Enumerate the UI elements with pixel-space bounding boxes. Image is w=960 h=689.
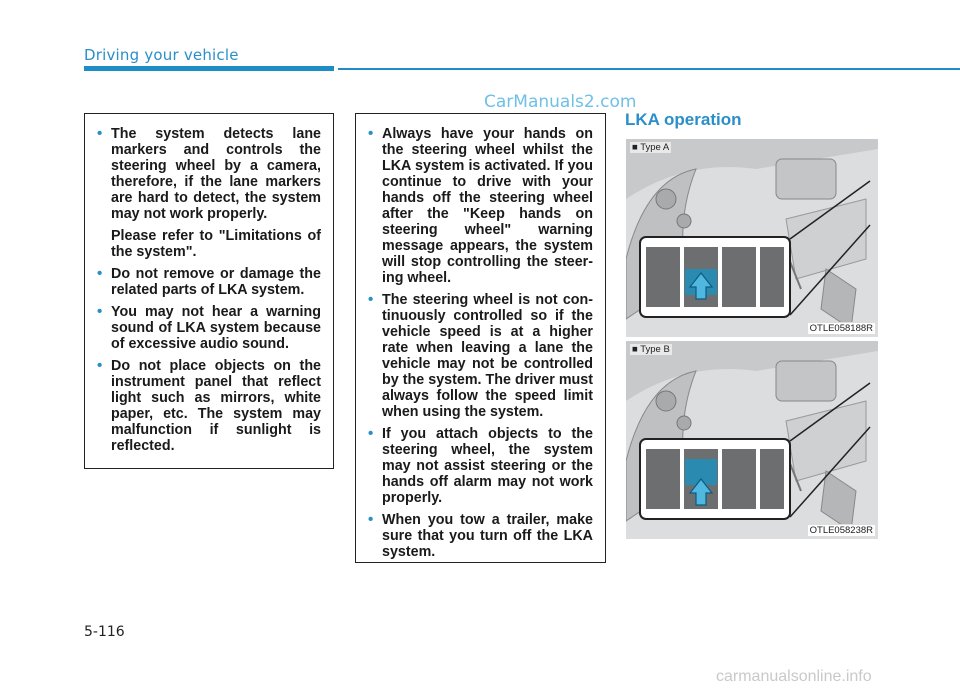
dashboard-illustration — [626, 139, 878, 337]
dashboard-illustration — [626, 341, 878, 539]
caution-list-right — [368, 126, 593, 560]
list-item — [97, 358, 321, 454]
list-item-text: • Do not remove or damage the related parts of LKA system. — [111, 266, 321, 298]
header-rule-thin — [338, 68, 960, 70]
watermark-bottom: carmanualsonline.info — [716, 668, 872, 685]
list-item-text: • Always have your hands on the steering wheel whilst the LKA system is activated. If you continue to drive with your hands off the steering wheel after the "Keep hands on steering wheel" warning message appears, the system will stop controlling the steer-ing wheel. — [382, 126, 593, 286]
lka-operation-title: LKA operation — [625, 110, 742, 129]
list-item — [368, 292, 593, 420]
header-rule-thick — [84, 66, 334, 71]
list-item-text: • You may not hear a warning sound of LKA system because of excessive audio sound. — [111, 304, 321, 352]
list-item-text: • The steering wheel is not con-tinuously controlled so if the vehicle speed is at a higher rate when leaving a lane the vehicle may not be controlled by the system. The driver must always follow the speed limit when using the system. — [382, 292, 593, 420]
list-item — [368, 512, 593, 560]
caution-box-left — [84, 113, 334, 469]
watermark-top: CarManuals2.com — [484, 92, 637, 112]
caution-box-right — [355, 113, 606, 563]
list-item — [97, 266, 321, 298]
list-item — [97, 126, 321, 260]
list-item-text: • Do not place objects on the instrument panel that reflect light such as mirrors, white paper, etc. The system may malfunction if sunlight is reflected. — [111, 358, 321, 454]
list-item-text: Please refer to "Limitations of the system". — [111, 228, 321, 260]
figure-code: OTLE058188R — [807, 322, 876, 335]
list-item-text: • If you attach objects to the steering wheel, the system may not assist steering or the hands off alarm may not work properly. — [382, 426, 593, 506]
type-label: ■ Type B — [632, 344, 670, 355]
list-item — [368, 426, 593, 506]
list-item — [97, 304, 321, 352]
figure-type-b — [626, 341, 878, 539]
list-item-text: • The system detects lane markers and controls the steering wheel by a camera, therefore, if the lane markers are hard to detect, the system may not work properly. — [111, 126, 321, 222]
type-label: ■ Type A — [632, 142, 670, 153]
section-title: Driving your vehicle — [84, 46, 239, 64]
figure-type-a — [626, 139, 878, 337]
figure-code: OTLE058238R — [807, 524, 876, 537]
caution-list-left — [97, 126, 321, 454]
list-item — [368, 126, 593, 286]
page-number: 5-116 — [84, 624, 125, 640]
list-item-text: • When you tow a trailer, make sure that you turn off the LKA system. — [382, 512, 593, 560]
